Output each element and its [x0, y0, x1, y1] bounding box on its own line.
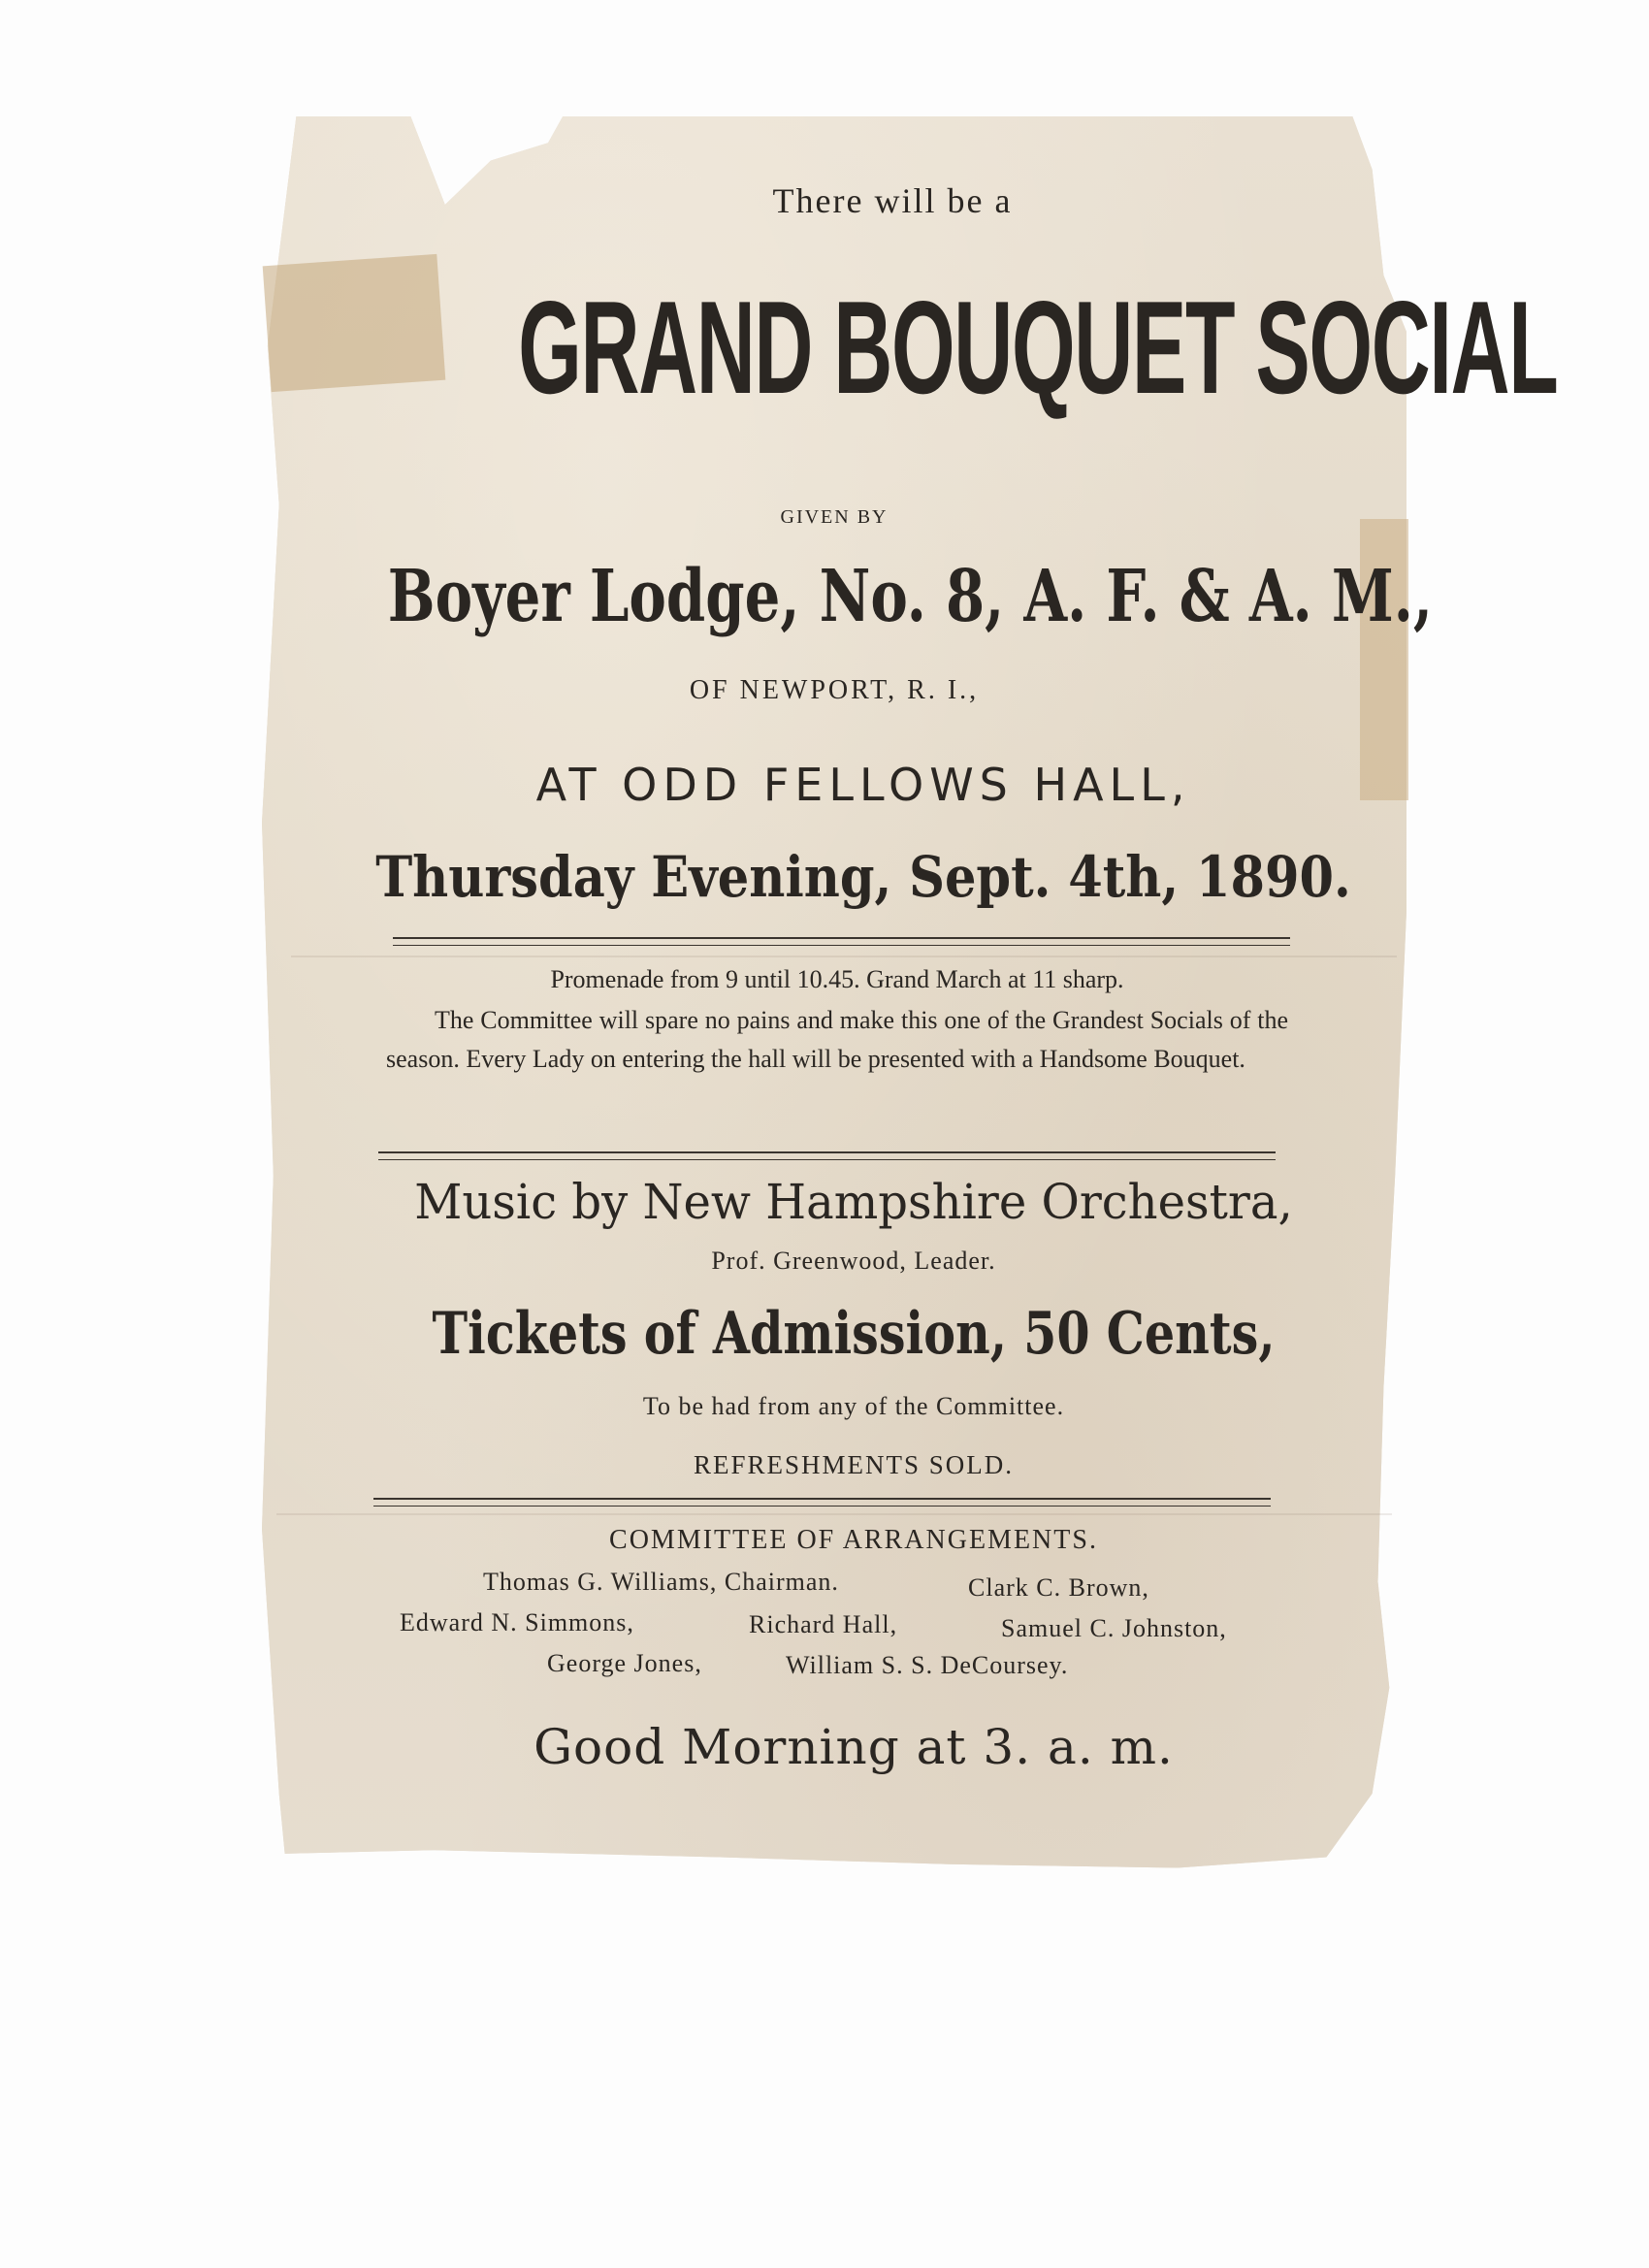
handbill-content: [262, 116, 1558, 1882]
intro-line: There will be a: [772, 181, 1013, 220]
committee-member: Thomas G. Williams, Chairman.: [483, 1568, 839, 1596]
committee-title: COMMITTEE OF ARRANGEMENTS.: [609, 1525, 1098, 1555]
music-line: Music by New Hampshire Orchestra,: [414, 1174, 1293, 1230]
committee-member: George Jones,: [547, 1649, 702, 1677]
event-date: Thursday Evening, Sept. 4th, 1890.: [375, 844, 1351, 910]
committee-paragraph: The Committee will spare no pains and make this one of the Grandest Socials of the season. Every Lady on entering the hall will be presented with a Handsome Bouquet.: [386, 1006, 1288, 1073]
orchestra-leader: Prof. Greenwood, Leader.: [711, 1247, 996, 1275]
committee-member: Richard Hall,: [749, 1610, 898, 1638]
tickets-line: Tickets of Admission, 50 Cents,: [432, 1300, 1276, 1368]
committee-member: Samuel C. Johnston,: [1001, 1614, 1227, 1642]
venue-line: AT ODD FELLOWS HALL,: [535, 759, 1191, 811]
closing-line: Good Morning at 3. a. m.: [534, 1719, 1174, 1775]
lodge-location: OF NEWPORT, R. I.,: [689, 675, 980, 705]
promenade-schedule: Promenade from 9 until 10.45. Grand March at 11 sharp.: [550, 965, 1124, 993]
given-by-line: GIVEN BY: [780, 506, 889, 528]
lodge-name: Boyer Lodge, No. 8, A. F. & A. M.,: [387, 555, 1433, 638]
tickets-note: To be had from any of the Committee.: [642, 1392, 1065, 1420]
committee-member: Clark C. Brown,: [968, 1573, 1149, 1602]
headline-title: GRAND BOUQUET SOCIAL: [518, 274, 1558, 421]
committee-member: William S. S. DeCoursey.: [786, 1651, 1069, 1679]
committee-member: Edward N. Simmons,: [400, 1608, 634, 1636]
refreshments-line: REFRESHMENTS SOLD.: [693, 1450, 1015, 1479]
double-rule: [373, 1498, 1271, 1507]
double-rule: [378, 1151, 1276, 1160]
double-rule: [393, 937, 1290, 946]
